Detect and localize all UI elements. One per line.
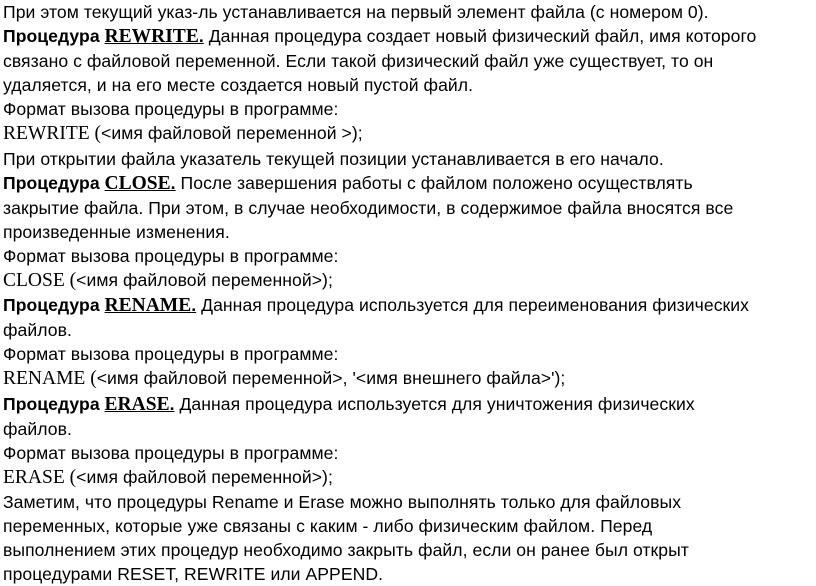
- close-heading-line: [3, 171, 812, 196]
- final-line-3: выполнением этих процедур необходимо закрыть файл, если он ранее был открыт: [3, 540, 689, 561]
- final-line-4: процедурами RESET, REWRITE или APPEND.: [3, 564, 384, 585]
- close-format-label: Формат вызова процедуры в программе:: [3, 245, 339, 266]
- erase-desc-line-2: файлов.: [3, 418, 72, 439]
- close-name: CLOSE.: [104, 172, 176, 194]
- rewrite-format-label: Формат вызова процедуры в программе:: [3, 99, 339, 120]
- close-call-line: [3, 268, 812, 293]
- erase-call-line: [3, 465, 812, 490]
- rewrite-name: REWRITE.: [104, 26, 204, 48]
- rewrite-heading-line: [3, 24, 812, 49]
- rewrite-call-line: [3, 121, 812, 146]
- rename-name: RENAME.: [104, 295, 197, 317]
- rename-desc-line-1: Данная процедура используется для переименования физических: [196, 295, 750, 316]
- rename-call-line: [3, 366, 812, 391]
- rewrite-label: Процедура: [3, 26, 100, 47]
- erase-format-label: Формат вызова процедуры в программе:: [3, 442, 339, 463]
- erase-heading-line: [3, 392, 812, 417]
- rewrite-desc-line-1: Данная процедура создает новый физический файл, имя которого: [203, 26, 757, 47]
- erase-call-args: <имя файловой переменной>);: [76, 466, 333, 487]
- close-call-args: <имя файловой переменной>);: [76, 270, 333, 291]
- close-call-prefix: CLOSE (: [3, 270, 77, 292]
- rewrite-desc-line-2: связано с файловой переменной. Если такой физический файл уже существует, то он: [3, 51, 714, 72]
- rename-heading-line: [3, 293, 812, 318]
- rewrite-call-args: <имя файловой переменной >);: [101, 123, 363, 144]
- erase-name: ERASE.: [104, 393, 175, 415]
- rename-label: Процедура: [3, 295, 100, 316]
- final-line-1: Заметим, что процедуры Rename и Erase можно выполнять только для файловых: [3, 491, 682, 512]
- rename-desc-line-2: файлов.: [3, 320, 72, 341]
- close-desc-line-1: После завершения работы с файлом положено осуществлять: [175, 172, 693, 193]
- erase-label: Процедура: [3, 393, 100, 414]
- close-desc-line-3: произведенные изменения.: [3, 221, 230, 242]
- erase-desc-line-1: Данная процедура используется для уничтожения физических: [174, 393, 695, 414]
- rename-call-prefix: RENAME (: [3, 368, 97, 390]
- erase-call-prefix: ERASE (: [3, 466, 77, 488]
- rename-call-args: <имя файловой переменной>, '<имя внешнего файла>');: [96, 368, 566, 389]
- rewrite-call-prefix: REWRITE (: [3, 123, 102, 145]
- final-line-2: переменных, которые уже связаны с каким - либо физическим файлом. Перед: [3, 515, 653, 536]
- rewrite-desc-line-3: удаляется, и на его месте создается новый пустой файл.: [3, 75, 474, 96]
- rename-format-label: Формат вызова процедуры в программе:: [3, 344, 339, 365]
- close-desc-line-2: закрытие файла. При этом, в случае необходимости, в содержимое файла вносятся все: [3, 197, 734, 218]
- close-label: Процедура: [3, 172, 100, 193]
- intro-line: При этом текущий указ-ль устанавливается на первый элемент файла (с номером 0).: [3, 2, 709, 22]
- rewrite-note: При открытии файла указатель текущей позиции устанавливается в его начало.: [3, 148, 664, 169]
